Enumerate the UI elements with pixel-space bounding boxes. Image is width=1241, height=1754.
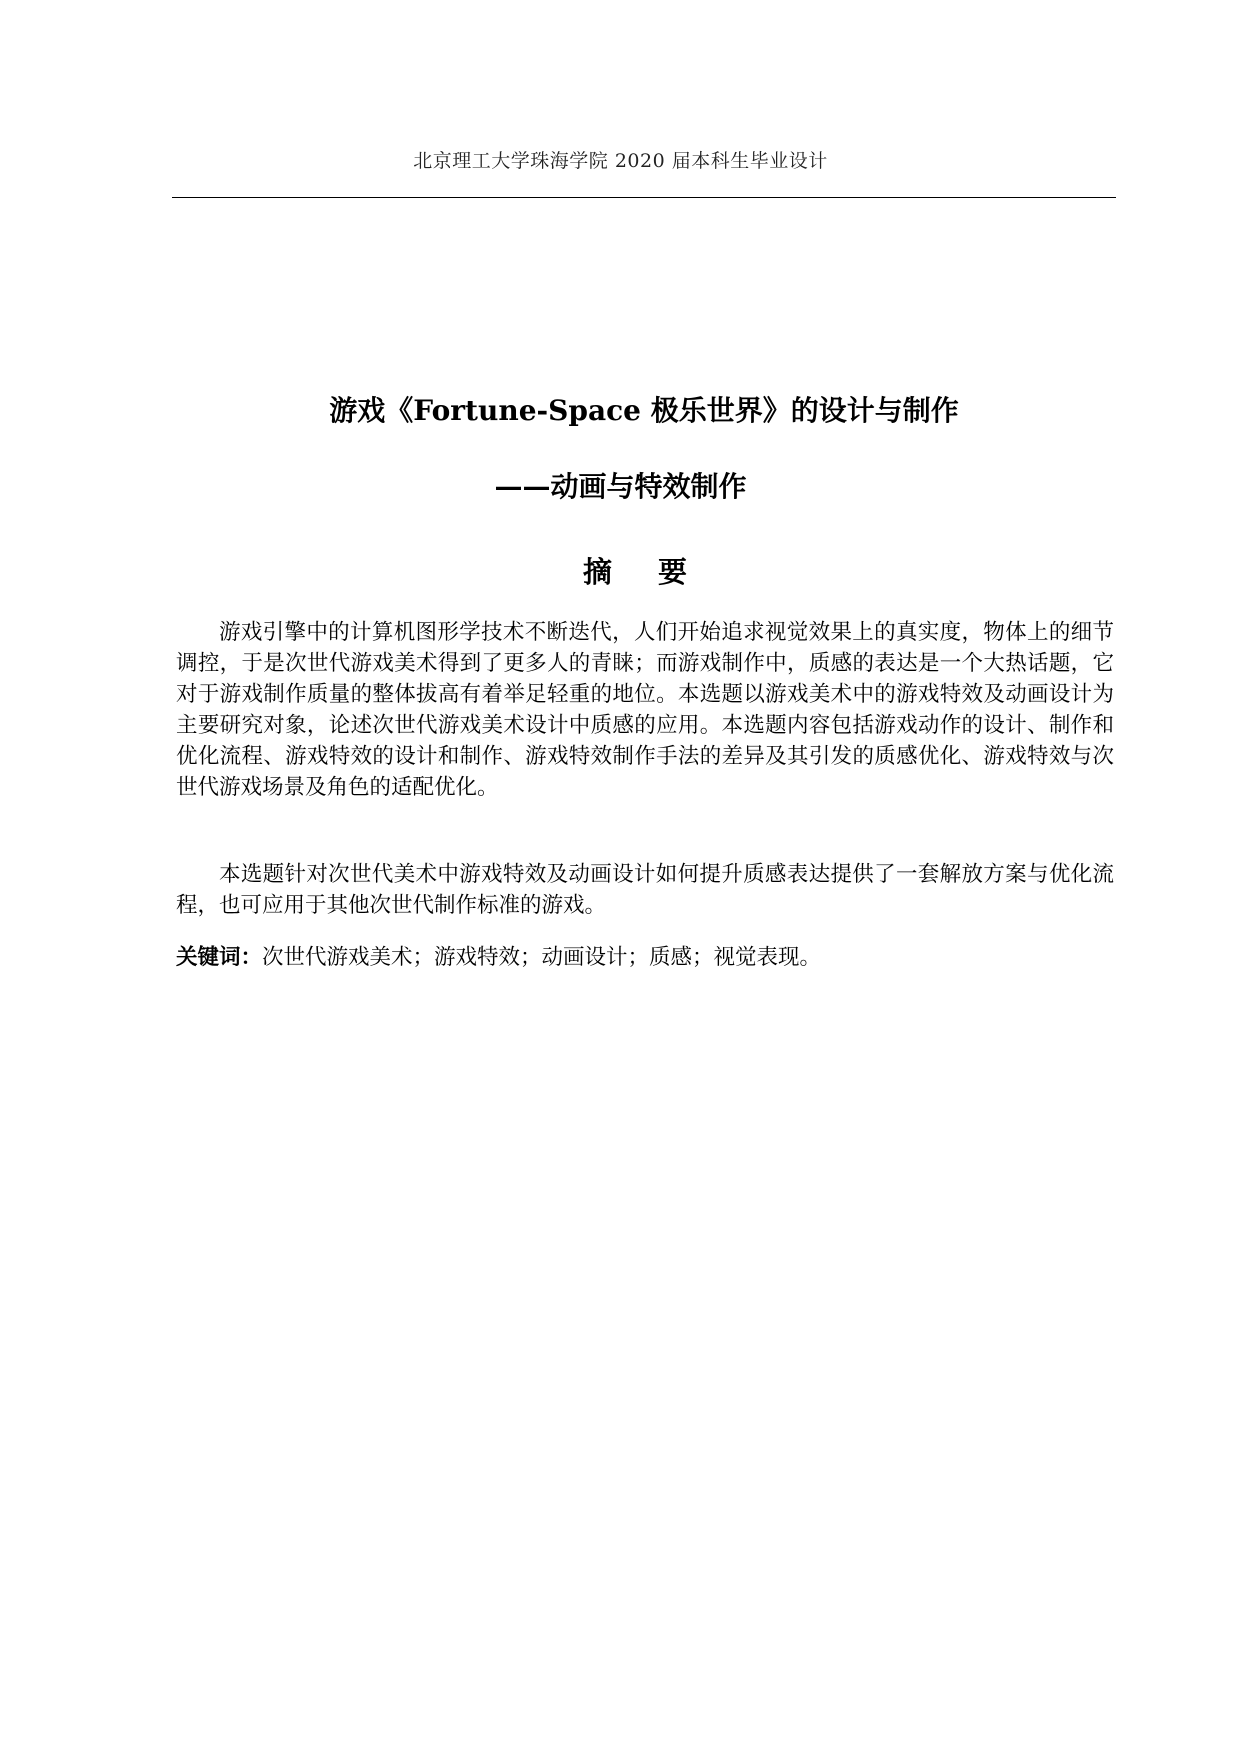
abstract-heading: 摘 要 (582, 555, 706, 589)
abstract-paragraph-1: 游戏引擎中的计算机图形学技术不断迭代，人们开始追求视觉效果上的真实度，物体上的细节调控，于是次世代游戏美术得到了更多人的青睐；而游戏制作中，质感的表达是一个大热话题，它对于游戏制作质量的整体拔高有着举足轻重的地位。本选题以游戏美术中的游戏特效及动画设计为主要研究对象，论述次世代游戏美术设计中质感的应用。本选题内容包括游戏动作的设计、制作和优化流程、游戏特效的设计和制作、游戏特效制作手法的差异及其引发的质感优化、游戏特效与次世代游戏场景及角色的适配优化。 (176, 620, 1114, 800)
abstract-paragraph-2: 本选题针对次世代美术中游戏特效及动画设计如何提升质感表达提供了一套解放方案与优化流程，也可应用于其他次世代制作标准的游戏。 (176, 862, 1114, 918)
header-divider (172, 197, 1116, 198)
thesis-title: 游戏《Fortune-Space 极乐世界》的设计与制作 (329, 394, 959, 427)
thesis-subtitle: ——动画与特效制作 (494, 470, 747, 503)
keywords-list: 次世代游戏美术；游戏特效；动画设计；质感；视觉表现。 (262, 945, 822, 970)
page-header: 北京理工大学珠海学院 2020 届本科生毕业设计 (413, 150, 828, 172)
keywords-label: 关键词： (176, 945, 263, 970)
keywords-line (176, 942, 1114, 973)
